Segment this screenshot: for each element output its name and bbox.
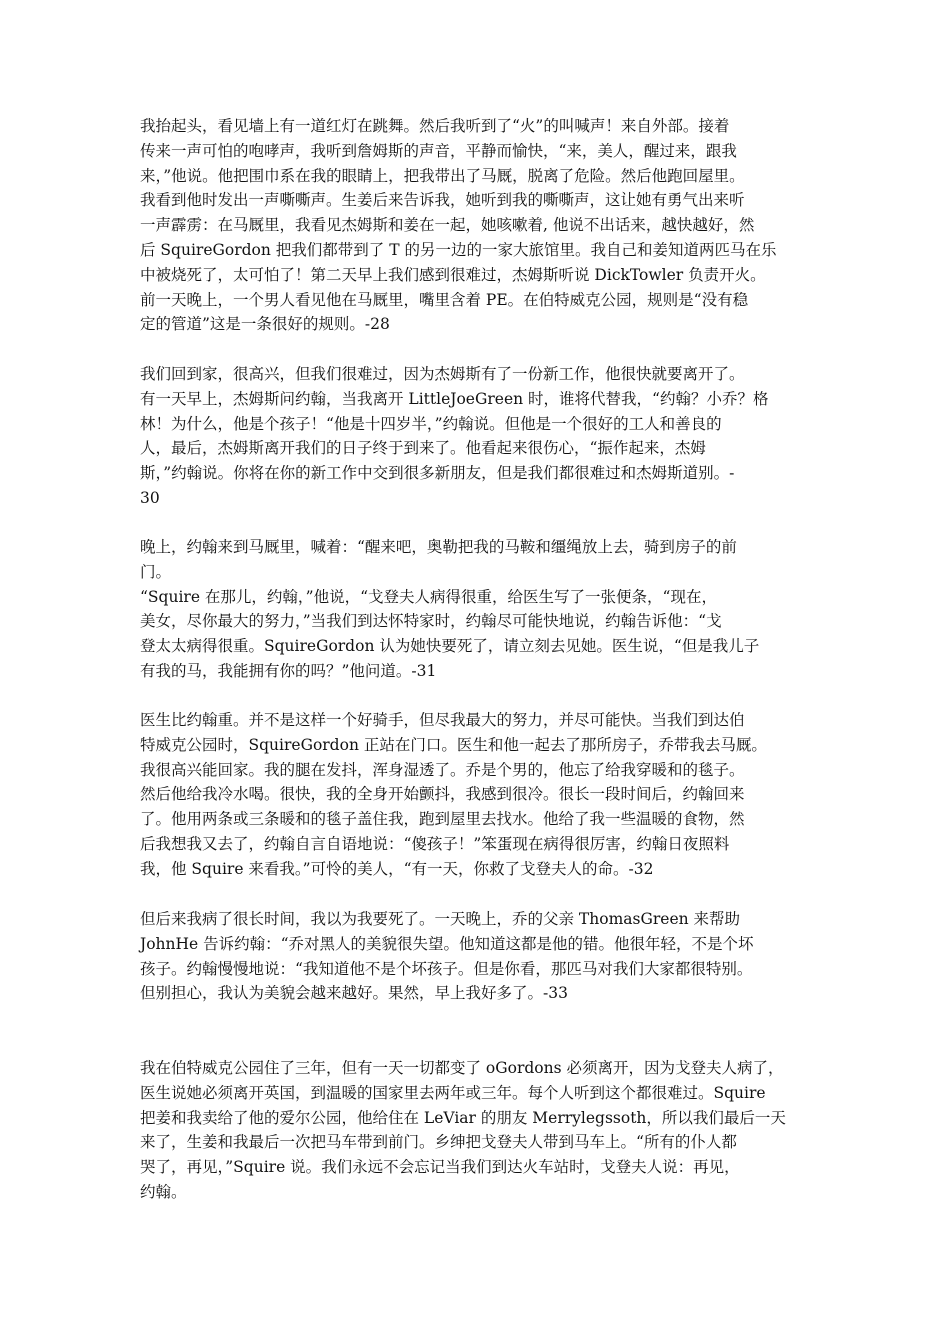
text-line: 来了，生姜和我最后一次把马车带到前门。乡绅把戈登夫人带到马车上。“所有的仆人都 (140, 1133, 737, 1152)
text-line: 晚上，约翰来到马厩里，喊着：“醒来吧，奥勒把我的马鞍和缰绳放上去，骑到房子的前 (140, 538, 737, 556)
text-line: 我们回到家，很高兴，但我们很难过，因为杰姆斯有了一份新工作，他很快就要离开了。 (140, 365, 745, 383)
text-line: 中被烧死了，太可怕了！第二天早上我们感到很难过，杰姆斯听说 DickTowler 负责开火。 (140, 265, 766, 284)
paragraph-illness (140, 907, 840, 1006)
text-line: 后我想我又去了，约翰自言自语地说：“傻孩子！”笨蛋现在病得很厉害，约翰日夜照料 (140, 834, 730, 853)
text-line: 有一天早上，杰姆斯问约翰，当我离开 LittleJoeGreen 时，谁将代替我，“约翰？小乔？格 (140, 389, 769, 408)
text-line: 医生说她必须离开英国，到温暖的国家里去两年或三年。每个人听到这个都很难过。Squire (140, 1083, 766, 1102)
text-line: 医生比约翰重。并不是这样一个好骑手，但尽我最大的努力，并尽可能快。当我们到达伯 (140, 711, 745, 729)
text-line: 30 (140, 488, 160, 507)
text-line: 了。他用两条或三条暖和的毯子盖住我，跑到屋里去找水。他给了我一些温暖的食物，然 (140, 810, 745, 829)
text-line: 传来一声可怕的咆哮声，我听到詹姆斯的声音，平静而愉快，“来，美人，醒过来，跟我 (140, 141, 737, 160)
paragraph-night-ride (140, 535, 840, 684)
text-line: 我很高兴能回家。我的腿在发抖，浑身湿透了。乔是个男的，他忘了给我穿暖和的毯子。 (140, 760, 745, 779)
text-line: “Squire 在那儿，约翰，”他说，“戈登夫人病得很重，给医生写了一张便条，“现在， (140, 587, 717, 606)
text-line: 哭了，再见，”Squire 说。我们永远不会忘记当我们到达火车站时，戈登夫人说：再见， (140, 1158, 740, 1177)
text-line: 定的管道”这是一条很好的规则。-28 (140, 315, 390, 334)
paragraph-james-leaves (140, 362, 840, 511)
text-line: 孩子。约翰慢慢地说：“我知道他不是个坏孩子。但是你看，那匹马对我们大家都很特别。 (140, 959, 753, 978)
text-line: 前一天晚上，一个男人看见他在马厩里，嘴里含着 PE。在伯特威克公园，规则是“没有稳 (140, 290, 749, 309)
text-line: 林！为什么，他是个孩子！“他是十四岁半，”约翰说。但他是一个很好的工人和善良的 (140, 414, 722, 433)
text-line: 来，”他说。他把围巾系在我的眼睛上，把我带出了马厩，脱离了危险。然后他跑回屋里。 (140, 166, 745, 185)
text-line: 美女，尽你最大的努力，”当我们到达怀特家时，约翰尽可能快地说，约翰告诉他：“戈 (140, 612, 722, 631)
text-line: 有我的马，我能拥有你的吗？”他问道。-31 (140, 661, 437, 680)
paragraph-doctor (140, 708, 840, 882)
text-line: 门。 (140, 562, 172, 581)
text-line: 人，最后，杰姆斯离开我们的日子终于到来了。他看起来很伤心，“振作起来，杰姆 (140, 439, 706, 458)
text-line: 把姜和我卖给了他的爱尔公园，他给住在 LeViar 的朋友 Merrylegssoth，所以我们最后一天 (140, 1108, 786, 1127)
text-line: 一声霹雳：在马厩里，我看见杰姆斯和姜在一起，她咳嗽着, 他说不出话来，越快越好，然 (140, 216, 755, 235)
text-line: 然后他给我冷水喝。很快，我的全身开始颤抖，我感到很冷。很长一段时间后，约翰回来 (140, 785, 745, 804)
paragraph-fire (140, 114, 840, 337)
text-line: 我看到他时发出一声嘶嘶声。生姜后来告诉我，她听到我的嘶嘶声，这让她有勇气出来听 (140, 191, 745, 210)
text-line: JohnHe 告诉约翰：“乔对黑人的美貌很失望。他知道这都是他的错。他很年轻，不是个坏 (140, 934, 754, 953)
text-line: 特威克公园时，SquireGordon 正站在门口。医生和他一起去了那所房子，乔带我去马厩。 (140, 735, 767, 754)
text-line: 我，他 Squire 来看我。”可怜的美人，“有一天，你救了戈登夫人的命。-32 (140, 859, 654, 878)
text-line: 后 SquireGordon 把我们都带到了 T 的另一边的一家大旅馆里。我自己和姜知道两匹马在乐 (140, 240, 777, 259)
text-line: 但后来我病了很长时间，我以为我要死了。一天晚上，乔的父亲 ThomasGreen 来帮助 (140, 910, 741, 928)
text-line: 我在伯特威克公园住了三年，但有一天一切都变了 oGordons 必须离开，因为戈登夫人病了， (140, 1059, 784, 1077)
text-line: 斯，”约翰说。你将在你的新工作中交到很多新朋友，但是我们都很难过和杰姆斯道别。- (140, 464, 735, 483)
paragraph-farewell (140, 1056, 840, 1205)
text-line: 我抬起头，看见墙上有一道红灯在跳舞。然后我听到了“火”的叫喊声！来自外部。接着 (140, 117, 730, 135)
text-line: 登太太病得很重。SquireGordon 认为她快要死了，请立刻去见她。医生说，“但是我儿子 (140, 637, 760, 656)
text-line: 约翰。 (140, 1182, 187, 1201)
text-line: 但别担心，我认为美貌会越来越好。果然，早上我好多了。-33 (140, 984, 568, 1003)
